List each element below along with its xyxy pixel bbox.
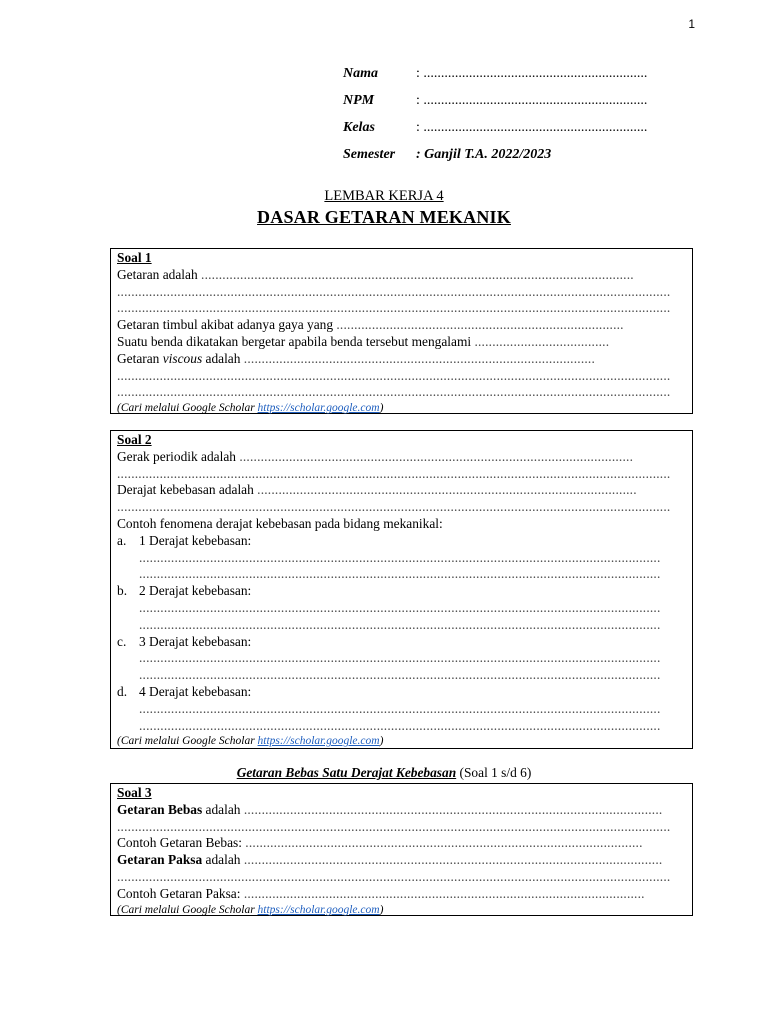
answer-dots[interactable]: ................................................................................................................................................... [139,616,661,632]
student-info [343,66,647,174]
info-label: NPM [343,93,375,108]
list-text: 4 Derajat kebebasan: [139,683,252,699]
section-title-range: (Soal 1 s/d 6) [456,765,532,780]
answer-dots[interactable]: ............................................................................................................................................................ [117,499,671,515]
answer-dots[interactable]: ............................................................................................................................................................ [117,465,671,481]
reference-text: (Cari melalui Google Scholar [117,903,258,916]
question-text: Contoh Getaran Paksa: [117,885,244,901]
answer-dots: ................................................................................................... [243,350,596,366]
scholar-link[interactable]: https://scholar.google.com [257,903,380,916]
semester-value: : Ganjil T.A. 2022/2023 [416,147,552,162]
answer-line[interactable] [117,835,686,852]
answer-dots[interactable]: ................................................................................................................................................... [139,700,661,716]
answer-dots: .......................................................................................................................... [201,266,634,282]
scholar-link[interactable]: https://scholar.google.com [257,402,380,415]
answer-line[interactable] [117,317,686,334]
question-text: Getaran timbul akibat adanya gaya yang [117,317,337,333]
info-row-npm[interactable] [343,93,647,120]
answer-dots: ...................................... [474,333,610,349]
answer-dots[interactable]: ................................................................................................................................................... [139,549,661,565]
question-text: Contoh fenomena derajat kebebasan pada bidang mekanikal: [117,515,443,531]
answer-dots: ................................................................................. [336,317,624,333]
answer-dots[interactable]: ................................................................................................................................................... [139,566,661,582]
list-letter: b. [117,583,128,599]
answer-dots: ............................................................................................................... [239,448,634,464]
list-item [117,684,686,701]
worksheet-subtitle: LEMBAR KERJA 4 [324,188,444,204]
answer-line[interactable] [117,886,686,903]
section-title [0,765,768,781]
answer-dots[interactable]: ............................................................................................................................................................ [117,300,671,316]
info-label: Kelas [343,120,375,135]
reference-note [117,734,686,748]
reference-text: ) [379,402,384,415]
answer-dots: ................................................................................................................. [243,885,645,901]
info-label: Nama [343,66,378,81]
answer-dots[interactable]: ................................................................................................................................................... [139,599,661,615]
info-row-kelas[interactable] [343,120,647,147]
answer-dots: ................................................................................................................ [245,835,643,851]
question-text: Gerak periodik adalah [117,448,240,464]
answer-dots: ...................................................................................................................... [243,852,663,868]
reference-text: ) [379,903,384,916]
list-letter: c. [117,633,127,649]
list-text: 2 Derajat kebebasan: [139,583,252,599]
answer-dots: ........................................................................................................... [257,482,637,498]
list-item [117,634,686,651]
answer-dots[interactable]: ................................................................................................................................................... [139,717,661,733]
question-box-1 [110,248,693,414]
worksheet-title: DASAR GETARAN MEKANIK [257,207,511,227]
answer-dots[interactable]: ................................................................................................................................................... [139,667,661,683]
list-text: 1 Derajat kebebasan: [139,532,252,548]
reference-text: ) [379,735,384,748]
page-number: 1 [688,17,695,31]
list-item [117,583,686,600]
info-row-nama[interactable] [343,66,647,93]
question-box-2 [110,430,693,749]
section-title-main: Getaran Bebas Satu Derajat Kebebasan [236,765,457,780]
answer-line[interactable] [117,449,686,466]
question-text: adalah [202,801,244,817]
question-text: adalah [202,350,244,366]
question-header: Soal 1 [117,250,152,265]
question-term: viscous [162,350,203,366]
npm-field[interactable]: : ................................................................ [416,93,648,108]
name-field[interactable]: : ................................................................ [416,66,648,81]
reference-note [117,401,686,415]
info-label: Semester [343,147,396,162]
question-header: Soal 2 [117,432,152,447]
answer-line[interactable] [117,334,686,351]
reference-text: (Cari melalui Google Scholar [117,735,258,748]
list-item [117,533,686,550]
question-text: Getaran adalah [117,266,202,282]
question-term: Getaran Paksa [117,852,203,868]
answer-line[interactable] [117,482,686,499]
question-text: adalah [202,852,244,868]
answer-dots[interactable]: ............................................................................................................................................................ [117,367,671,383]
answer-line[interactable] [117,267,686,284]
answer-line[interactable] [117,852,686,869]
question-header: Soal 3 [117,785,152,800]
question-text: Derajat kebebasan adalah [117,482,258,498]
answer-dots[interactable]: ............................................................................................................................................................ [117,818,671,834]
question-text: Suatu benda dikatakan bergetar apabila benda tersebut mengalami [117,333,475,349]
question-text: Getaran [117,350,163,366]
question-term: Getaran Bebas [117,801,203,817]
list-text: 3 Derajat kebebasan: [139,633,252,649]
answer-dots[interactable]: ............................................................................................................................................................ [117,868,671,884]
question-text: Contoh Getaran Bebas: [117,835,246,851]
reference-text: (Cari melalui Google Scholar [117,402,258,415]
info-row-semester [343,147,647,174]
answer-line[interactable] [117,802,686,819]
answer-dots[interactable]: ................................................................................................................................................... [139,650,661,666]
list-letter: a. [117,532,127,548]
question-box-3 [110,783,693,916]
answer-dots[interactable]: ............................................................................................................................................................ [117,283,671,299]
answer-dots[interactable]: ............................................................................................................................................................ [117,384,671,400]
scholar-link[interactable]: https://scholar.google.com [257,735,380,748]
answer-line[interactable] [117,351,686,368]
class-field[interactable]: : ................................................................ [416,120,648,135]
reference-note [117,903,686,917]
list-letter: d. [117,683,128,699]
answer-dots: ...................................................................................................................... [243,801,663,817]
